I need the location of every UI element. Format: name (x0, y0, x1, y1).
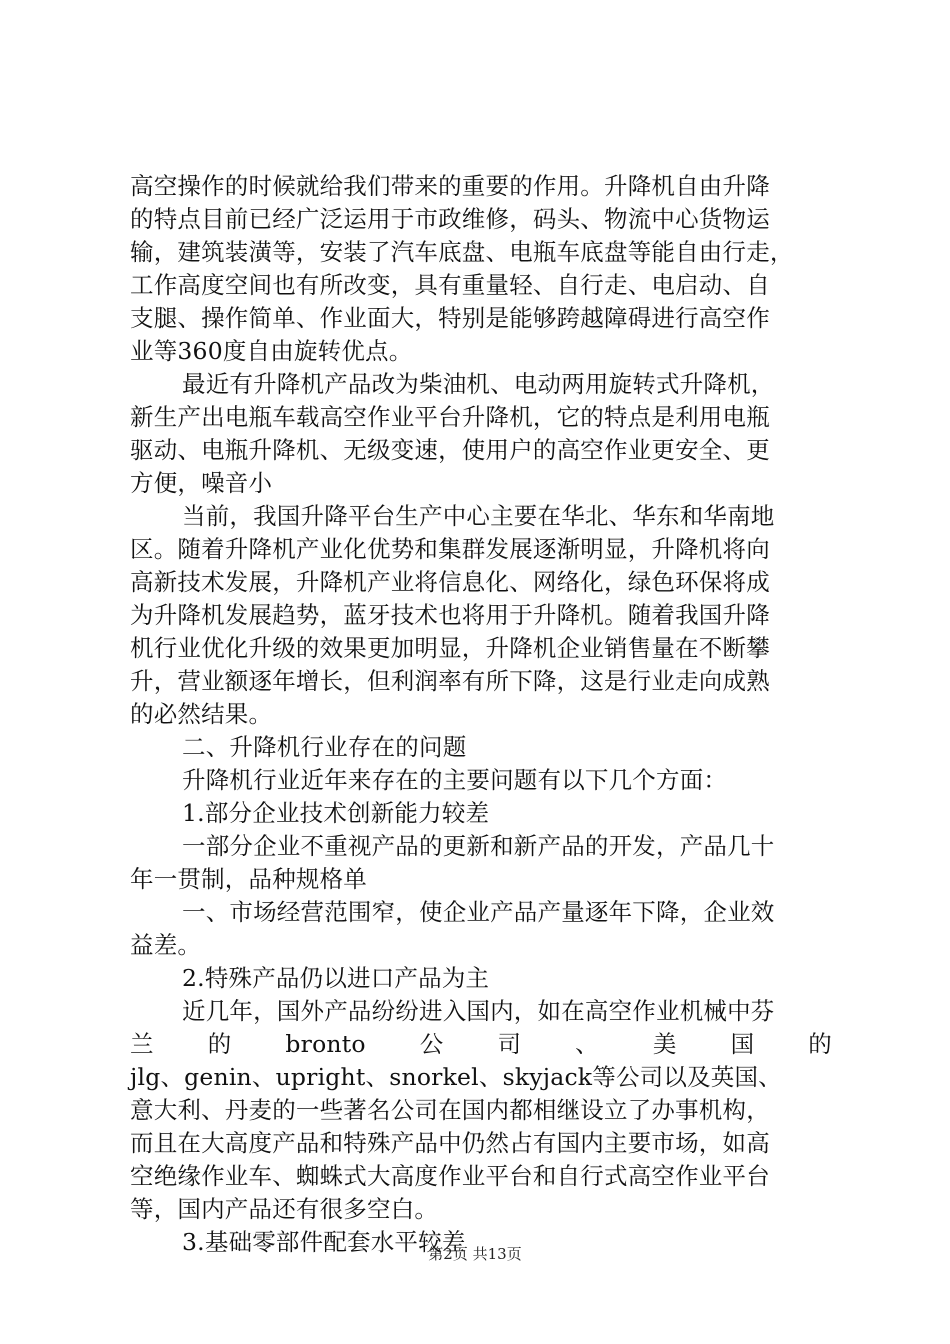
text-line: 工作高度空间也有所改变，具有重量轻、自行走、电启动、自 (130, 271, 770, 299)
paragraph-first-line: 当前，我国升降平台生产中心主要在华北、华东和华南地 (182, 502, 775, 530)
text-line: 年一贯制，品种规格单 (130, 865, 367, 893)
text-line: 为升降机发展趋势，蓝牙技术也将用于升降机。随着我国升降 (130, 601, 770, 629)
subsection-heading: 1.部分企业技术创新能力较差 (182, 799, 490, 827)
text-line: 方便，噪音小 (130, 469, 273, 497)
section-heading: 二、升降机行业存在的问题 (182, 733, 467, 761)
text-line: 业等360度自由旋转优点。 (130, 337, 413, 365)
spread-text-part: 的 (207, 1030, 232, 1058)
subsection-heading: 3.基础零部件配套水平较差 (182, 1228, 466, 1256)
subsection-heading: 2.特殊产品仍以进口产品为主 (182, 964, 490, 992)
spread-text-part: 的 (808, 1030, 832, 1058)
spread-text-part: bronto (285, 1030, 366, 1058)
page-number-label: 第2页 共13页 (428, 1245, 522, 1263)
text-line: jlg、genin、upright、snorkel、skyjack等公司以及英国、 (130, 1063, 782, 1091)
paragraph-first-line: 一、市场经营范围窄，使企业产品产量逐年下降，企业效 (182, 898, 775, 926)
paragraph-first-line: 近几年，国外产品纷纷进入国内，如在高空作业机械中芬 (182, 997, 775, 1025)
text-line: 区。随着升降机产业化优势和集群发展逐渐明显，升降机将向 (130, 535, 770, 563)
spread-text-part: 、 (575, 1030, 599, 1058)
page-footer (0, 1243, 950, 1264)
text-line: 空绝缘作业车、蜘蛛式大高度作业平台和自行式高空作业平台 (130, 1162, 770, 1190)
text-line: 的必然结果。 (130, 700, 273, 728)
paragraph-first-line: 升降机行业近年来存在的主要问题有以下几个方面： (182, 766, 728, 794)
document-body (130, 170, 832, 1259)
spread-text-part: 国 (730, 1030, 755, 1058)
text-line: 高新技术发展，升降机产业将信息化、网络化，绿色环保将成 (130, 568, 770, 596)
text-line: 驱动、电瓶升降机、无级变速，使用户的高空作业更安全、更 (130, 436, 770, 464)
text-line: 升，营业额逐年增长，但利润率有所下降，这是行业走向成熟 (130, 667, 770, 695)
text-line: 而且在大高度产品和特殊产品中仍然占有国内主要市场，如高 (130, 1129, 770, 1157)
text-line: 意大利、丹麦的一些著名公司在国内都相继设立了办事机构， (130, 1096, 770, 1124)
text-line: 的特点目前已经广泛运用于市政维修，码头、物流中心货物运 (130, 205, 770, 233)
paragraph-first-line: 最近有升降机产品改为柴油机、电动两用旋转式升降机， (182, 370, 775, 398)
spread-text-line (130, 1028, 832, 1061)
text-line: 机行业优化升级的效果更加明显，升降机企业销售量在不断攀 (130, 634, 770, 662)
spread-text-part: 美 (652, 1030, 677, 1058)
spread-text-part: 兰 (130, 1030, 154, 1058)
text-line: 输，建筑装潢等，安装了汽车底盘、电瓶车底盘等能自由行走， (130, 238, 794, 266)
spread-text-part: 司 (497, 1030, 522, 1058)
text-line: 支腿、操作简单、作业面大，特别是能够跨越障碍进行高空作 (130, 304, 770, 332)
paragraph-first-line: 一部分企业不重视产品的更新和新产品的开发，产品几十 (182, 832, 775, 860)
text-line: 等，国内产品还有很多空白。 (130, 1195, 439, 1223)
spread-text-part: 公 (419, 1030, 444, 1058)
text-line: 高空操作的时候就给我们带来的重要的作用。升降机自由升降 (130, 172, 770, 200)
text-line: 益差。 (130, 931, 202, 959)
text-line: 新生产出电瓶车载高空作业平台升降机，它的特点是利用电瓶 (130, 403, 770, 431)
